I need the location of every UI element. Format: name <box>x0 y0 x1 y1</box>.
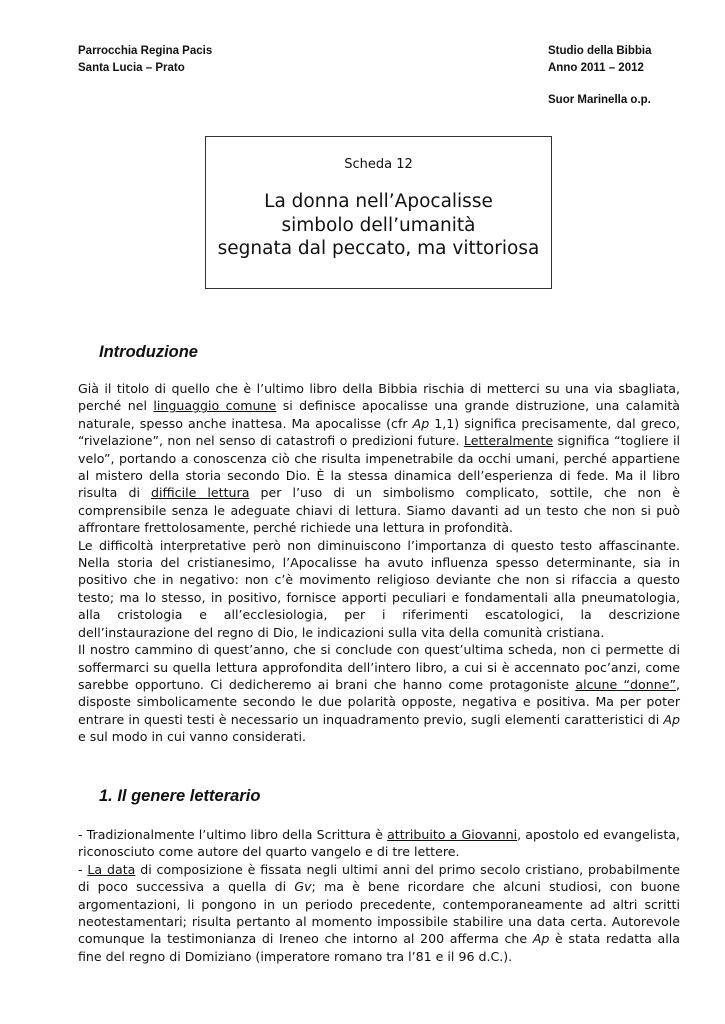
text-run: significa “togliere il velo”, portando a conoscenza ciò che risulta impenetrabile da occhi umani, perché appartiene al mistero della storia secondo Dio. È la stessa dinamica dell’esperienza di fede. Ma il libro risulta di <box>78 433 680 501</box>
italic-text: Ap <box>663 711 680 727</box>
parish-location: Santa Lucia – Prato <box>78 61 185 74</box>
text-run: 1,1) significa precisamente, dal greco, “rivelazione”, non nel senso di catastrofi o predizioni future. <box>78 415 680 449</box>
text-run: , apostolo ed evangelista, riconosciuto come autore del quarto vangelo e di tre lettere. <box>78 827 680 860</box>
italic-text: Gv <box>294 879 312 895</box>
underlined-text: linguaggio comune <box>153 398 277 414</box>
text-run: di composizione è fissata negli ultimi anni del primo secolo cristiano, probabilmente di poco successiva a quella di <box>78 861 680 895</box>
intro-paragraph-1 <box>78 380 680 537</box>
header-left <box>78 43 212 76</box>
underlined-text: Letteralmente <box>463 433 554 449</box>
text-run: - Tradizionalmente l’ultimo libro della Scrittura è <box>78 827 388 842</box>
text-run: è stata redatta alla fine del regno di Domiziano (imperatore romano tra l’81 e il 96 d.C.). <box>78 931 680 964</box>
underlined-text: alcune “donne” <box>575 676 676 692</box>
course-year: Anno 2011 – 2012 <box>548 61 644 74</box>
scheda-number: Scheda 12 <box>344 157 413 172</box>
section-1-heading: 1. Il genere letterario <box>99 787 261 805</box>
text-run: per l’uso di un simbolismo complicato, sottile, che non è comprensibile senza le adeguate chiavi di lettura. Siamo davanti ad un testo che non si può affrontare frettolosamente, perché richiede una lettura in profondità. <box>78 485 681 536</box>
section-1-paragraph-2 <box>78 861 680 965</box>
intro-paragraph-3 <box>78 641 680 745</box>
document-title <box>206 190 551 261</box>
title-box <box>205 136 552 289</box>
course-title: Studio della Bibbia <box>548 45 652 57</box>
title-line-2: simbolo dell’umanità <box>281 214 476 236</box>
text-run: Già il titolo di quello che è l’ultimo libro della Bibbia rischia di metterci su una via sbagliata, perché nel <box>78 381 680 414</box>
section-1-paragraph-1 <box>78 826 680 861</box>
text-run: - <box>78 861 88 877</box>
intro-body <box>78 380 680 746</box>
italic-text: Ap <box>532 931 550 947</box>
text-run: Il nostro cammino di quest’anno, che si conclude con quest’ultima scheda, non ci permette di soffermarci su quella lettura approfondita dell’intero libro, a cui si è accennato poc’anzi, come sarebbe opportuno. Ci dedicheremo ai brani che hanno come protagoniste <box>78 642 680 692</box>
text-run: , disposte simbolicamente secondo le due polarità opposte, negativa e positiva. Ma per poter entrare in questi testi è necessario un inquadramento previo, sugli elementi caratteristici di <box>78 676 680 727</box>
intro-heading: Introduzione <box>99 343 198 361</box>
underlined-text: difficile lettura <box>151 485 250 501</box>
text-run: ; ma è bene ricordare che alcuni studiosi, con buone argomentazioni, li pongono in un periodo precedente, contemporaneamente ad altri scritti neotestamentari; risulta pertanto al momento impossibile stabilire una data certa. Autorevole comunque la testimonianza di Ireneo che intorno al 200 afferma che <box>78 879 681 947</box>
text-run: e sul modo in cui vanno considerati. <box>78 729 306 745</box>
section-1-body <box>78 826 680 965</box>
text-run: si definisce apocalisse una grande distruzione, una calamità naturale, spesso anche inattesa. Ma apocalisse (cfr <box>78 398 680 431</box>
title-line-3: segnata dal peccato, ma vittoriosa <box>217 238 540 259</box>
intro-paragraph-2: Le difficoltà interpretative però non diminuiscono l’importanza di questo testo affascinante. Nella storia del cristianesimo, l’Apocalisse ha avuto influenza spesso determinante, sia in positivo che in negativo: non c’è movimento religioso deviante che non si rifaccia a questo testo; ma lo stesso, in positivo, fornisce apporti peculiari e fondamentali alla pneumatologia, alla cristologia e all’ecclesiologia, per i riferimenti escatologici, la descrizione dell’instaurazione del regno di Dio, le indicazioni sulla vita della comunità cristiana. <box>78 537 680 640</box>
header-right <box>548 43 652 109</box>
underlined-text: attribuito a Giovanni <box>387 827 518 842</box>
italic-text: Ap <box>412 415 430 431</box>
parish-name: Parrocchia Regina Pacis <box>78 45 213 57</box>
author-name: Suor Marinella o.p. <box>548 94 651 106</box>
title-line-1: La donna nell’Apocalisse <box>264 191 493 212</box>
underlined-text: La data <box>87 861 136 877</box>
